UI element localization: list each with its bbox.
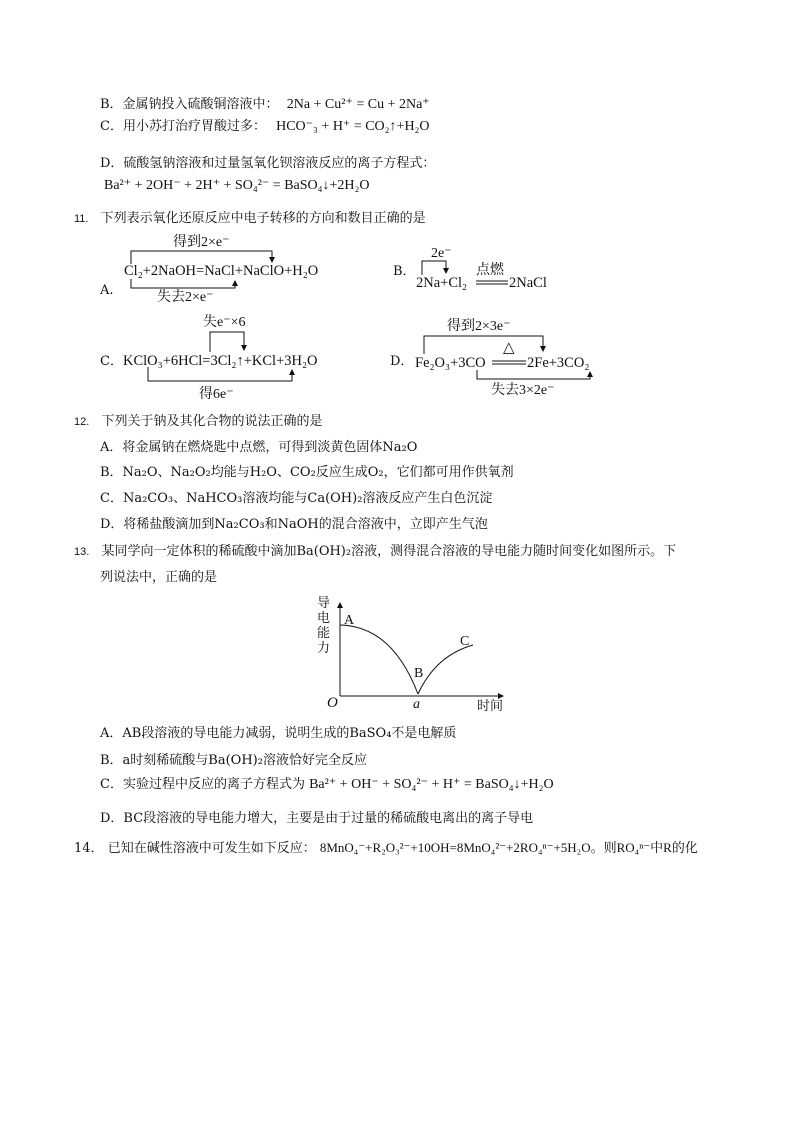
- q13-option-d: D．BC段溶液的导电能力增大，主要是由于过量的稀硫酸电离出的离子导电: [100, 811, 534, 826]
- graph-y-label: 导电能力: [317, 596, 331, 656]
- q13-number: 13.: [74, 546, 90, 558]
- q13-option-b: B．a时刻稀硫酸与Ba(OH)₂溶液恰好完全反应: [100, 753, 367, 768]
- q11-d-label: D．: [390, 354, 414, 369]
- graph-point-b-label: B: [414, 666, 424, 681]
- q11-b-top-arrow: [422, 261, 446, 275]
- q13-option-a: A．AB段溶液的导电能力减弱，说明生成的BaSO₄不是电解质: [100, 726, 457, 741]
- q11-a-bottom-label: 失去2×e⁻: [157, 290, 214, 305]
- q11-c-bottom-arrow: [148, 367, 292, 381]
- q11-b-top-label: 2e⁻: [431, 246, 452, 261]
- q14-number: 14．: [74, 841, 104, 856]
- q10-option-d-equation: Ba²⁺ + 2OH⁻ + 2H⁺ + SO₄²⁻ = BaSO₄↓+2H₂O: [104, 178, 370, 193]
- q11-d-bottom-arrow: [477, 370, 590, 379]
- q13-stem-text: 某同学向一定体积的稀硫酸中滴加Ba(OH)₂溶液，测得混合溶液的导电能力随时间变化如图所示。下: [101, 544, 677, 559]
- graph-x-label: 时间: [477, 699, 504, 714]
- q14-stem-text: 已知在碱性溶液中可发生如下反应：: [107, 841, 316, 856]
- q11-c-top-label: 失e⁻×6: [203, 315, 246, 330]
- q10-option-b-label: B．金属钠投入硫酸铜溶液中：: [100, 97, 279, 112]
- q11-a-bottom-arrow: [131, 279, 235, 288]
- q11-b-condition: 点燃: [476, 262, 504, 278]
- q10-option-d: D．硫酸氢钠溶液和过量氢氧化钡溶液反应的离子方程式：: [100, 156, 436, 171]
- q12-stem-text: 下列关于钠及其化合物的说法正确的是: [101, 414, 323, 429]
- graph-origin-label: O: [327, 695, 338, 711]
- q10-option-b-equation: 2Na + Cu²⁺ = Cu + 2Na⁺: [286, 97, 430, 112]
- q11-d-reactants: Fe₂O₃+3CO: [415, 355, 486, 371]
- graph-point-c-label: C: [460, 634, 470, 649]
- q14-equation: 8MnO₄⁻+R₂O₃²⁻+10OH=8MnO₄²⁻+2RO₄ⁿ⁻+5H₂O。则RO₄ⁿ⁻中R的化: [319, 840, 698, 855]
- q10-option-c-label: C．用小苏打治疗胃酸过多：: [100, 119, 266, 134]
- q11-stem-text: 下列表示氧化还原反应中电子转移的方向和数目正确的是: [100, 211, 426, 226]
- q11-d-condition: △: [503, 340, 515, 356]
- q11-d-products: 2Fe+3CO₂: [527, 355, 590, 371]
- q11-b-label: B．: [393, 264, 416, 279]
- q12-option-b: B．Na₂O、Na₂O₂均能与H₂O、CO₂反应生成O₂，它们都可用作供氧剂: [100, 465, 514, 480]
- q13-stem-line2: 列说法中，正确的是: [100, 570, 218, 585]
- q10-option-c-equation: HCO⁻₃ + H⁺ = CO₂↑+H₂O: [276, 119, 430, 134]
- q12-option-d: D．将稀盐酸滴加到Na₂CO₃和NaOH的混合溶液中，立即产生气泡: [100, 517, 488, 532]
- q11-a-label: A.: [100, 283, 114, 298]
- graph-point-a-label: A: [344, 613, 355, 628]
- graph-point-a-time: a: [413, 697, 420, 712]
- q11-d-bottom-label: 失去3×2e⁻: [491, 383, 555, 398]
- q13-option-c-label: C．实验过程中反应的离子方程式为: [100, 777, 305, 792]
- q11-c-label: C．: [100, 354, 123, 369]
- q11-b-reactants: 2Na+Cl₂: [416, 275, 468, 291]
- q13-option-c-equation: Ba²⁺ + OH⁻ + SO₄²⁻ + H⁺ = BaSO₄↓+H₂O: [309, 777, 554, 792]
- q12-number: 12.: [74, 416, 90, 428]
- q11-b-product: 2NaCl: [509, 275, 547, 291]
- q12-option-c: C．Na₂CO₃、NaHCO₃溶液均能与Ca(OH)₂溶液反应产生白色沉淀: [100, 491, 493, 506]
- q11-number: 11.: [74, 213, 89, 225]
- q11-d-top-label: 得到2×3e⁻: [447, 319, 511, 334]
- graph-curve-ab: [340, 625, 418, 694]
- q11-a-top-label: 得到2×e⁻: [173, 235, 230, 250]
- q11-c-top-arrow: [210, 332, 244, 352]
- q11-a-equation: Cl₂+2NaOH=NaCl+NaClO+H₂O: [124, 263, 319, 279]
- q12-option-a: A．将金属钠在燃烧匙中点燃，可得到淡黄色固体Na₂O: [100, 440, 418, 455]
- q11-c-bottom-label: 得6e⁻: [199, 387, 234, 402]
- q11-d-top-arrow: [424, 336, 543, 354]
- q11-a-top-arrow: [131, 251, 272, 264]
- q11-c-equation: KClO₃+6HCl=3Cl₂↑+KCl+3H₂O: [123, 353, 318, 369]
- graph-curve-bc: [418, 645, 473, 694]
